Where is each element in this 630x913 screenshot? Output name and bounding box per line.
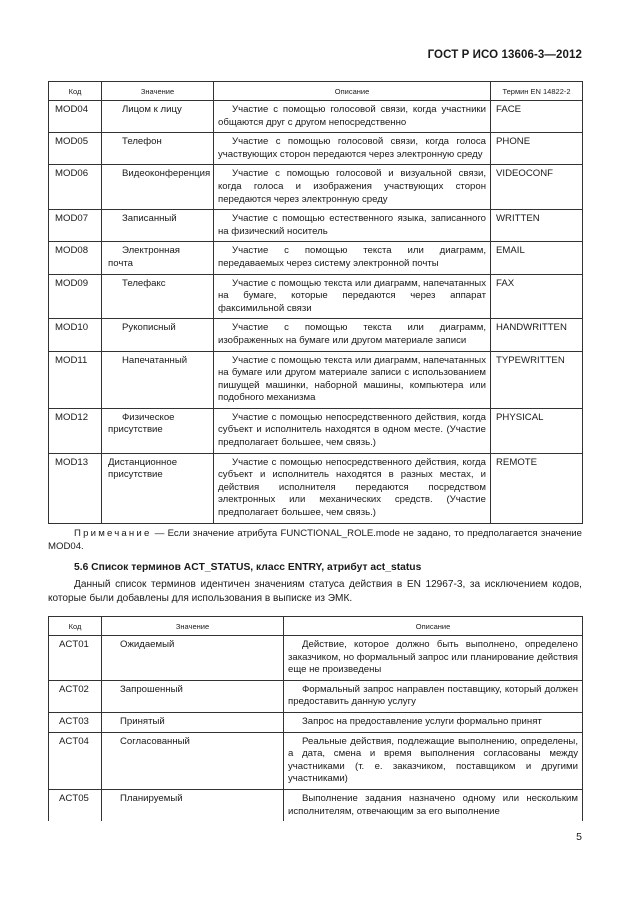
row-description: Участие с помощью непосредственного действия, когда субъект и исполнитель находятся в разных местах, и действия исполнителя передаются посредством электронных или механических средств. (Участие предполагает большее, чем связь.) <box>214 453 491 523</box>
row-description: Участие с помощью текста или диаграмм, изображенных на бумаге или другом материале записи <box>214 319 491 351</box>
row-code: MOD13 <box>49 453 102 523</box>
table-row <box>49 101 583 133</box>
row-value: Лицом к лицу <box>102 101 214 133</box>
row-value: Планируемый <box>102 789 284 821</box>
row-term: TYPEWRITTEN <box>491 351 583 408</box>
row-term: REMOTE <box>491 453 583 523</box>
row-term: VIDEOCONF <box>491 165 583 210</box>
row-value: Принятый <box>102 712 284 732</box>
table-header-row <box>49 82 583 101</box>
row-value: Напечатанный <box>102 351 214 408</box>
row-description: Участие с помощью текста или диаграмм, передаваемых через систему электронной почты <box>214 242 491 274</box>
row-code: MOD04 <box>49 101 102 133</box>
row-code: MOD10 <box>49 319 102 351</box>
row-value: Ожидаемый <box>102 636 284 681</box>
row-value: Запрошенный <box>102 680 284 712</box>
row-value: Записанный <box>102 210 214 242</box>
row-value: Согласованный <box>102 732 284 789</box>
modality-terms-table <box>48 81 583 524</box>
row-description: Участие с помощью текста или диаграмм, напечатанных на бумаге или другом материале записи с использованием пишущей машинки, наборной машины, компьютера или подобного механизма <box>214 351 491 408</box>
row-code: ACT01 <box>49 636 102 681</box>
row-term: PHYSICAL <box>491 408 583 453</box>
row-description: Участие с помощью непосредственного действия, когда субъект и исполнитель находятся в одном месте. (Участие предполагает большее, чем связь.) <box>214 408 491 453</box>
row-description: Действие, которое должно быть выполнено, определено заказчиком, но формальный запрос или планирование действия еще не произведены <box>284 636 583 681</box>
table-row <box>49 133 583 165</box>
row-code: MOD06 <box>49 165 102 210</box>
act-status-terms-table <box>48 616 583 821</box>
row-code: MOD12 <box>49 408 102 453</box>
table-row <box>49 680 583 712</box>
table-row <box>49 408 583 453</box>
column-header-description: Описание <box>214 82 491 101</box>
table-row <box>49 210 583 242</box>
table-row <box>49 351 583 408</box>
table-row <box>49 242 583 274</box>
row-description: Реальные действия, подлежащие выполнению, определены, а дата, смена и время выполнения согласованы между участниками (т. е. заказчиком, поставщиком и другими участниками) <box>284 732 583 789</box>
table-row <box>49 453 583 523</box>
row-code: ACT02 <box>49 680 102 712</box>
section-paragraph: Данный список терминов идентичен значениям статуса действия в EN 12967-3, за исключением кодов, которые были добавлены для использования в выписке из ЭМК. <box>48 579 582 604</box>
note-label: Примечание <box>74 528 152 539</box>
row-code: MOD07 <box>49 210 102 242</box>
column-header-description: Описание <box>284 617 583 636</box>
row-term: FACE <box>491 101 583 133</box>
row-term: PHONE <box>491 133 583 165</box>
table-header-row <box>49 617 583 636</box>
row-code: ACT05 <box>49 789 102 821</box>
row-term: WRITTEN <box>491 210 583 242</box>
row-value: Электронная почта <box>102 242 214 274</box>
row-term: EMAIL <box>491 242 583 274</box>
table-row <box>49 319 583 351</box>
column-header-code: Код <box>49 617 102 636</box>
row-code: MOD11 <box>49 351 102 408</box>
row-description: Участие с помощью голосовой связи, когда голоса участвующих сторон передаются через электронную среду <box>214 133 491 165</box>
column-header-value: Значение <box>102 617 284 636</box>
row-term: FAX <box>491 274 583 319</box>
column-header-value: Значение <box>102 82 214 101</box>
table-row <box>49 636 583 681</box>
row-description: Участие с помощью естественного языка, записанного на физический носитель <box>214 210 491 242</box>
table-row <box>49 732 583 789</box>
note-text: — Если значение атрибута FUNCTIONAL_ROLE.mode не задано, то предполагается значение MOD04. <box>48 528 582 552</box>
row-value: Рукописный <box>102 319 214 351</box>
row-value: Видеоконференция <box>102 165 214 210</box>
column-header-term: Термин EN 14822-2 <box>491 82 583 101</box>
row-description: Запрос на предоставление услуги формально принят <box>284 712 583 732</box>
row-code: ACT03 <box>49 712 102 732</box>
row-description: Формальный запрос направлен поставщику, который должен предоставить данную услугу <box>284 680 583 712</box>
row-value: Телефон <box>102 133 214 165</box>
table-row <box>49 789 583 821</box>
row-code: MOD09 <box>49 274 102 319</box>
row-description: Выполнение задания назначено одному или нескольким исполнителям, отвечающим за его выполнение <box>284 789 583 821</box>
table-row <box>49 712 583 732</box>
table-row <box>49 165 583 210</box>
table-row <box>49 274 583 319</box>
row-term: HANDWRITTEN <box>491 319 583 351</box>
row-value: Телефакс <box>102 274 214 319</box>
section-heading: 5.6 Список терминов ACT_STATUS, класс ENTRY, атрибут act_status <box>74 562 422 573</box>
row-value: Дистанционное присутствие <box>102 453 214 523</box>
page-number: 5 <box>576 831 582 843</box>
row-code: MOD05 <box>49 133 102 165</box>
column-header-code: Код <box>49 82 102 101</box>
row-code: MOD08 <box>49 242 102 274</box>
row-description: Участие с помощью голосовой и визуальной связи, когда голоса и изображения участвующих сторон передаются через электронную среду <box>214 165 491 210</box>
table-note <box>48 528 582 554</box>
row-description: Участие с помощью текста или диаграмм, напечатанных на бумаге, которые передаются через аппарат факсимильной связи <box>214 274 491 319</box>
document-header: ГОСТ Р ИСО 13606-3—2012 <box>427 49 582 61</box>
row-value: Физическое присутствие <box>102 408 214 453</box>
row-description: Участие с помощью голосовой связи, когда участники общаются друг с другом непосредственно <box>214 101 491 133</box>
row-code: ACT04 <box>49 732 102 789</box>
